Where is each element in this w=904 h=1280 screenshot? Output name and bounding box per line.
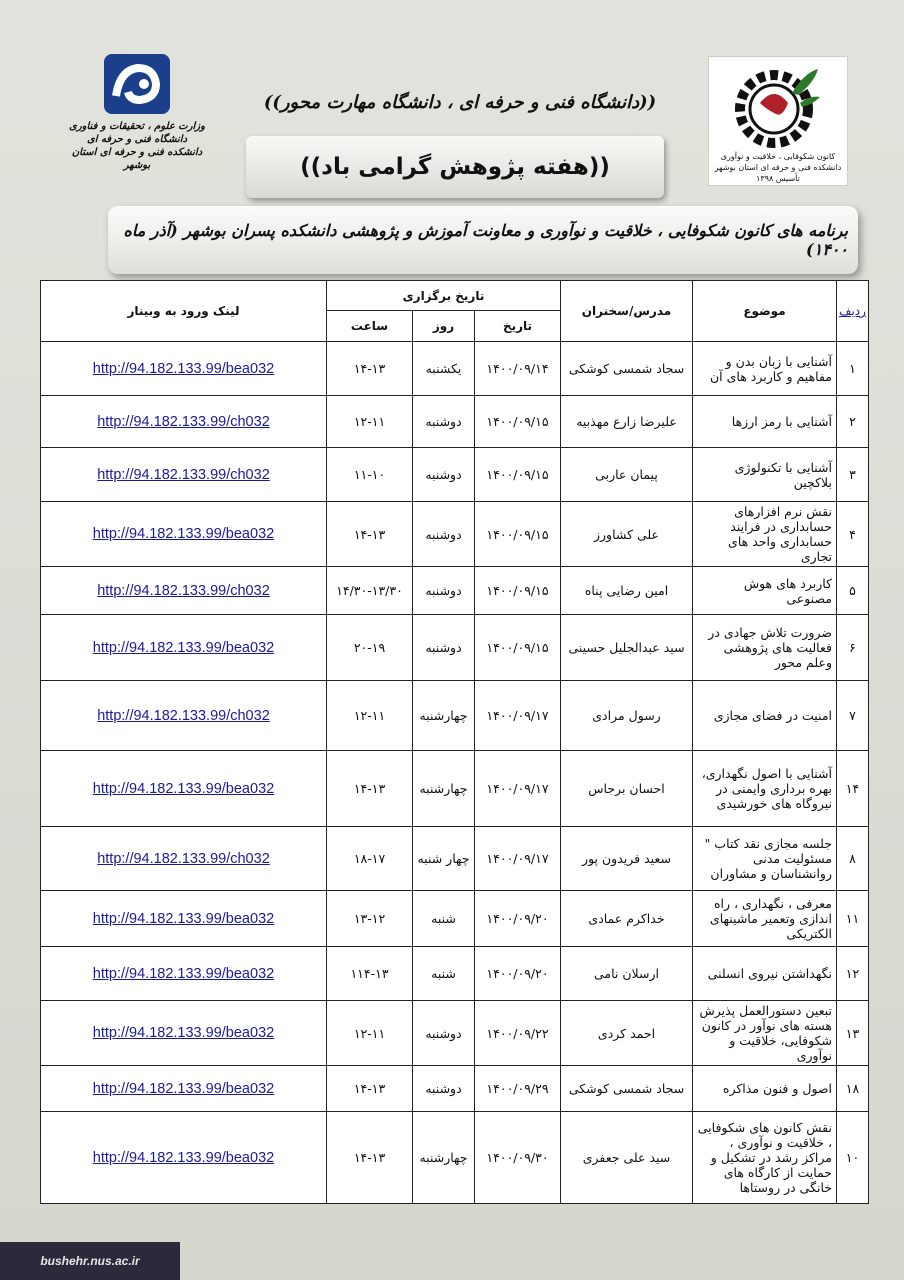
row-number-cell: ۷: [837, 681, 869, 751]
date-cell: ۱۴۰۰/۰۹/۳۰: [475, 1112, 561, 1204]
right-logo-line-2: دانشکده فنی و حرفه ای استان بوشهر: [714, 163, 842, 172]
date-cell: ۱۴۰۰/۰۹/۱۵: [475, 502, 561, 567]
date-cell: ۱۴۰۰/۰۹/۲۰: [475, 947, 561, 1001]
table-row: [41, 751, 869, 827]
header-row-number-link[interactable]: ردیف: [839, 304, 866, 318]
header-lecturer: مدرس/سخنران: [561, 281, 693, 342]
topic-cell: معرفی ، نگهداری ، راه اندازی وتعمیر ماشینهای الکتریکی: [693, 891, 837, 947]
lecturer-cell: امین رضایی پناه: [561, 567, 693, 615]
schedule-table: [40, 280, 869, 1204]
time-cell: ۱۴-۱۳: [327, 751, 413, 827]
date-cell: ۱۴۰۰/۰۹/۲۲: [475, 1001, 561, 1066]
topic-cell: نقش نرم افزارهای حسابداری در فرایند حسابداری واحد های تجاری: [693, 502, 837, 567]
date-cell: ۱۴۰۰/۰۹/۱۵: [475, 615, 561, 681]
topic-cell: نگهداشتن نیروی انسلنی: [693, 947, 837, 1001]
time-cell: ۱۸-۱۷: [327, 827, 413, 891]
topic-cell: اصول و فنون مذاکره: [693, 1066, 837, 1112]
date-cell: ۱۴۰۰/۰۹/۱۴: [475, 342, 561, 396]
time-cell: ۱۴-۱۳: [327, 502, 413, 567]
topic-cell: ضرورت تلاش جهادی در فعالیت های پژوهشی وعلم محور: [693, 615, 837, 681]
date-cell: ۱۴۰۰/۰۹/۱۷: [475, 681, 561, 751]
program-subtitle: برنامه های کانون شکوفایی ، خلاقیت و نوآوری و معاونت آموزش و پژوهشی دانشکده پسران بوشهر (آذر ماه ۱۴۰۰): [108, 206, 858, 274]
day-cell: یکشنبه: [413, 342, 475, 396]
table-row: [41, 681, 869, 751]
row-number-cell: ۱۲: [837, 947, 869, 1001]
link-cell: [41, 396, 327, 448]
header-schedule: تاریخ برگزاری: [327, 281, 561, 311]
link-cell: [41, 567, 327, 615]
link-cell: [41, 1001, 327, 1066]
webinar-link[interactable]: http://94.182.133.99/bea032: [92, 1080, 275, 1097]
time-cell: ۱۲-۱۱: [327, 396, 413, 448]
footer-site-url: bushehr.nus.ac.ir: [40, 1254, 140, 1268]
row-number-cell: ۸: [837, 827, 869, 891]
row-number-cell: ۲: [837, 396, 869, 448]
lecturer-cell: سید علی جعفری: [561, 1112, 693, 1204]
lecturer-cell: رسول مرادی: [561, 681, 693, 751]
date-cell: ۱۴۰۰/۰۹/۱۵: [475, 396, 561, 448]
university-logo: [62, 52, 212, 182]
day-cell: شنبه: [413, 947, 475, 1001]
university-title: ((دانشگاه فنی و حرفه ای ، دانشگاه مهارت محور)): [263, 92, 657, 113]
webinar-link[interactable]: http://94.182.133.99/bea032: [92, 639, 275, 656]
time-cell: ۱۲-۱۱: [327, 681, 413, 751]
topic-cell: تبعین دستورالعمل پذیرش هسته های نوآور در کانون شکوفایی، خلاقیت و نوآوری: [693, 1001, 837, 1066]
time-cell: ۱۲-۱۱: [327, 1001, 413, 1066]
date-cell: ۱۴۰۰/۰۹/۲۹: [475, 1066, 561, 1112]
link-cell: [41, 502, 327, 567]
lecturer-cell: احسان برجاس: [561, 751, 693, 827]
left-logo-line-2: دانشگاه فنی و حرفه ای: [86, 134, 188, 145]
time-cell: ۱۱۴-۱۳: [327, 947, 413, 1001]
webinar-link[interactable]: http://94.182.133.99/bea032: [92, 360, 275, 377]
gear-logo-icon: [730, 63, 826, 149]
webinar-link[interactable]: http://94.182.133.99/ch032: [97, 413, 270, 430]
link-cell: [41, 1112, 327, 1204]
header-date: تاریخ: [475, 311, 561, 342]
topic-cell: آشنایی با زبان بدن و مفاهیم و کاربرد های آن: [693, 342, 837, 396]
time-cell: ۱۴-۱۳: [327, 1112, 413, 1204]
lecturer-cell: علیرضا زارع مهذبیه: [561, 396, 693, 448]
day-cell: دوشنبه: [413, 1001, 475, 1066]
webinar-link[interactable]: http://94.182.133.99/bea032: [92, 1025, 275, 1041]
table-row: [41, 615, 869, 681]
day-cell: چهارشنبه: [413, 1112, 475, 1204]
date-cell: ۱۴۰۰/۰۹/۱۷: [475, 751, 561, 827]
link-cell: [41, 947, 327, 1001]
topic-cell: کاربرد های هوش مصنوعی: [693, 567, 837, 615]
innovation-center-logo: [708, 56, 848, 186]
day-cell: چهار شنبه: [413, 827, 475, 891]
time-cell: ۲۰-۱۹: [327, 615, 413, 681]
table-row: [41, 448, 869, 502]
topic-cell: امنیت در فضای مجازی: [693, 681, 837, 751]
topic-cell: آشنایی با اصول نگهداری، بهره برداری وایمنی در نیروگاه های خورشیدی: [693, 751, 837, 827]
row-number-cell: ۱۰: [837, 1112, 869, 1204]
link-cell: [41, 342, 327, 396]
row-number-cell: ۱۸: [837, 1066, 869, 1112]
research-week-title: ((هفته پژوهش گرامی باد)): [246, 136, 664, 198]
table-row: [41, 1066, 869, 1112]
row-number-cell: ۳: [837, 448, 869, 502]
row-number-cell: ۵: [837, 567, 869, 615]
webinar-link[interactable]: http://94.182.133.99/ch032: [97, 850, 270, 867]
day-cell: دوشنبه: [413, 615, 475, 681]
topic-cell: آشنایی با رمز ارزها: [693, 396, 837, 448]
header-day: روز: [413, 311, 475, 342]
time-cell: ۱۴-۱۳: [327, 342, 413, 396]
link-cell: [41, 681, 327, 751]
day-cell: دوشنبه: [413, 502, 475, 567]
header-topic: موضوع: [693, 281, 837, 342]
topic-cell: جلسه مجازی نقد کتاب " مسئولیت مدنی روانشناسان و مشاوران: [693, 827, 837, 891]
lecturer-cell: سجاد شمسی کوشکی: [561, 342, 693, 396]
header-link: لینک ورود به وبینار: [41, 281, 327, 342]
table-row: [41, 1001, 869, 1066]
webinar-link[interactable]: http://94.182.133.99/bea032: [92, 965, 275, 982]
row-number-cell: ۱۳: [837, 1001, 869, 1066]
header-time: ساعت: [327, 311, 413, 342]
link-cell: [41, 1066, 327, 1112]
lecturer-cell: ارسلان نامی: [561, 947, 693, 1001]
webinar-link[interactable]: http://94.182.133.99/ch032: [97, 582, 270, 599]
time-cell: ۱۳-۱۲: [327, 891, 413, 947]
table-row: [41, 342, 869, 396]
table-row: [41, 567, 869, 615]
lecturer-cell: خداکرم عمادی: [561, 891, 693, 947]
webinar-link[interactable]: http://94.182.133.99/ch032: [97, 707, 270, 724]
day-cell: چهارشنبه: [413, 751, 475, 827]
time-cell: ۱۴-۱۳: [327, 1066, 413, 1112]
table-row: [41, 502, 869, 567]
time-cell: ۱۴/۳۰-۱۳/۳۰: [327, 567, 413, 615]
topic-cell: آشنایی با تکنولوژی بلاکچین: [693, 448, 837, 502]
lecturer-cell: احمد کردی: [561, 1001, 693, 1066]
link-cell: [41, 615, 327, 681]
table-row: [41, 947, 869, 1001]
table-row: [41, 396, 869, 448]
lecturer-cell: سعید فریدون پور: [561, 827, 693, 891]
date-cell: ۱۴۰۰/۰۹/۱۵: [475, 567, 561, 615]
link-cell: [41, 751, 327, 827]
link-cell: [41, 448, 327, 502]
webinar-link[interactable]: http://94.182.133.99/bea032: [92, 780, 275, 797]
topic-cell: نقش کانون های شکوفایی ، خلاقیت و نوآوری ، مراکز رشد در تشکیل و حمایت از کارگاه های خانگی در روستاها: [693, 1112, 837, 1204]
row-number-cell: ۱: [837, 342, 869, 396]
lecturer-cell: علی کشاورز: [561, 502, 693, 567]
lecturer-cell: سجاد شمسی کوشکی: [561, 1066, 693, 1112]
date-cell: ۱۴۰۰/۰۹/۲۰: [475, 891, 561, 947]
footer-site-badge: [0, 1242, 180, 1280]
lecturer-cell: پیمان عاربی: [561, 448, 693, 502]
day-cell: شنبه: [413, 891, 475, 947]
table-row: [41, 827, 869, 891]
row-number-cell: ۴: [837, 502, 869, 567]
time-cell: ۱۱-۱۰: [327, 448, 413, 502]
table-row: [41, 1112, 869, 1204]
webinar-link[interactable]: http://94.182.133.99/bea032: [92, 526, 275, 542]
right-logo-line-1: کانون شکوفایی ، خلاقیت و نوآوری: [720, 152, 836, 161]
link-cell: [41, 891, 327, 947]
link-cell: [41, 827, 327, 891]
lecturer-cell: سید عبدالجلیل حسینی: [561, 615, 693, 681]
left-logo-line-1: وزارت علوم ، تحقیقات و فناوری: [69, 121, 205, 132]
date-cell: ۱۴۰۰/۰۹/۱۷: [475, 827, 561, 891]
right-logo-line-3: تأسیس ۱۳۹۸: [756, 174, 800, 183]
date-cell: ۱۴۰۰/۰۹/۱۵: [475, 448, 561, 502]
schedule-table-wrapper: [40, 280, 868, 1204]
day-cell: چهارشنبه: [413, 681, 475, 751]
webinar-link[interactable]: http://94.182.133.99/ch032: [97, 466, 270, 483]
day-cell: دوشنبه: [413, 567, 475, 615]
webinar-link[interactable]: http://94.182.133.99/bea032: [92, 910, 275, 927]
webinar-link[interactable]: http://94.182.133.99/bea032: [92, 1149, 275, 1166]
table-row: [41, 891, 869, 947]
left-logo-line-3: دانشکده فنی و حرفه ای استان بوشهر: [71, 147, 203, 171]
row-number-cell: ۶: [837, 615, 869, 681]
row-number-cell: ۱۴: [837, 751, 869, 827]
day-cell: دوشنبه: [413, 396, 475, 448]
day-cell: دوشنبه: [413, 448, 475, 502]
day-cell: دوشنبه: [413, 1066, 475, 1112]
row-number-cell: ۱۱: [837, 891, 869, 947]
university-emblem-icon: [102, 52, 172, 116]
header-row-number[interactable]: [837, 281, 869, 342]
